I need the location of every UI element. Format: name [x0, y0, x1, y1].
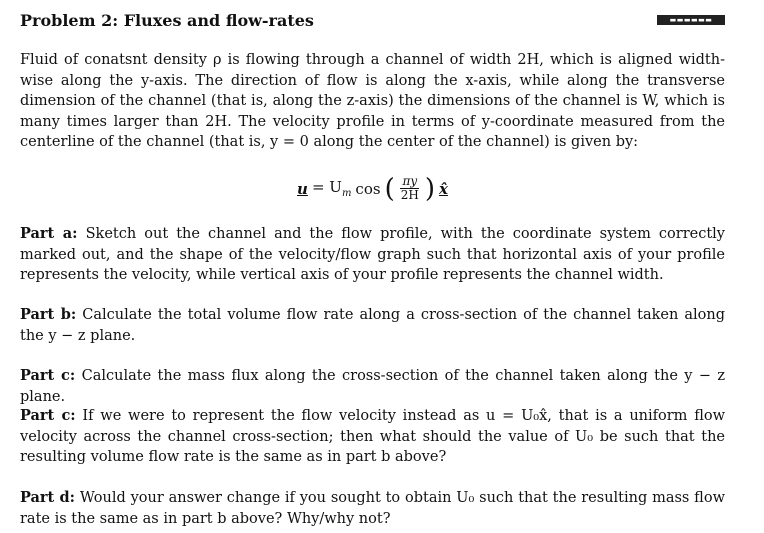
part-c-first [20, 366, 725, 407]
velocity-equation [20, 175, 725, 211]
part-a-text: Sketch out the channel and the flow profile, with the coordinate system correctly marked out, and the shape of the velocity/flow graph such that horizontal axis of your profile represents the velocity, while vertical axis of your profile represents the channel width. [20, 226, 726, 283]
redacted-stamp: ▬▬▬▬▬▬ [657, 15, 725, 25]
equation-func: cos [355, 179, 381, 198]
part-b-label: Part b: [20, 306, 77, 323]
problem-intro: Fluid of conatsnt density ρ is flowing through a channel of width 2H, which is aligned width-wise along the y-axis. The direction of flow is along the x-axis, while along the transverse dimension of the channel (that is, along the z-axis) the dimensions of the channel is W, which is many times larger than 2H. The velocity profile in terms of y-coordinate measured from the centerline of the channel (that is, y = 0 along the center of the channel) is given by: [20, 52, 725, 150]
equation-fraction [399, 175, 421, 202]
part-c-second-text: If we were to represent the flow velocity instead as u = U₀x̂, that is a uniform flow velocity across the channel cross-section; then what should the value of U₀ be such that the resulting volume flow rate is the same as in part b above? [20, 408, 726, 465]
part-d [20, 488, 725, 529]
part-b-text: Calculate the total volume flow rate along a cross-section of the channel taken along the y − z plane. [20, 307, 725, 344]
equation-lhs: u [297, 179, 308, 198]
fraction-denominator: 2H [400, 188, 419, 202]
left-paren: ( [384, 173, 395, 204]
part-c-second-label: Part c: [20, 407, 76, 424]
part-c-first-text: Calculate the mass flux along the cross-section of the channel taken along the y − z plane. [20, 368, 726, 405]
equation-unit-vector: x̂ [438, 179, 448, 198]
fraction-numerator: πy [402, 174, 418, 188]
part-b [20, 305, 725, 346]
equation-equals: = $U_m$ [311, 178, 352, 199]
part-c-first-label: Part c: [20, 367, 76, 384]
part-a-label: Part a: [20, 225, 78, 242]
problem-title: Problem 2: Fluxes and flow-rates [20, 11, 314, 30]
part-d-label: Part d: [20, 489, 76, 506]
part-d-text: Would your answer change if you sought to obtain U₀ such that the resulting mass flow rate is the same as in part b above? Why/why not? [20, 490, 725, 527]
part-a [20, 224, 725, 286]
right-paren: ) [424, 173, 435, 204]
part-c-second [20, 406, 725, 468]
